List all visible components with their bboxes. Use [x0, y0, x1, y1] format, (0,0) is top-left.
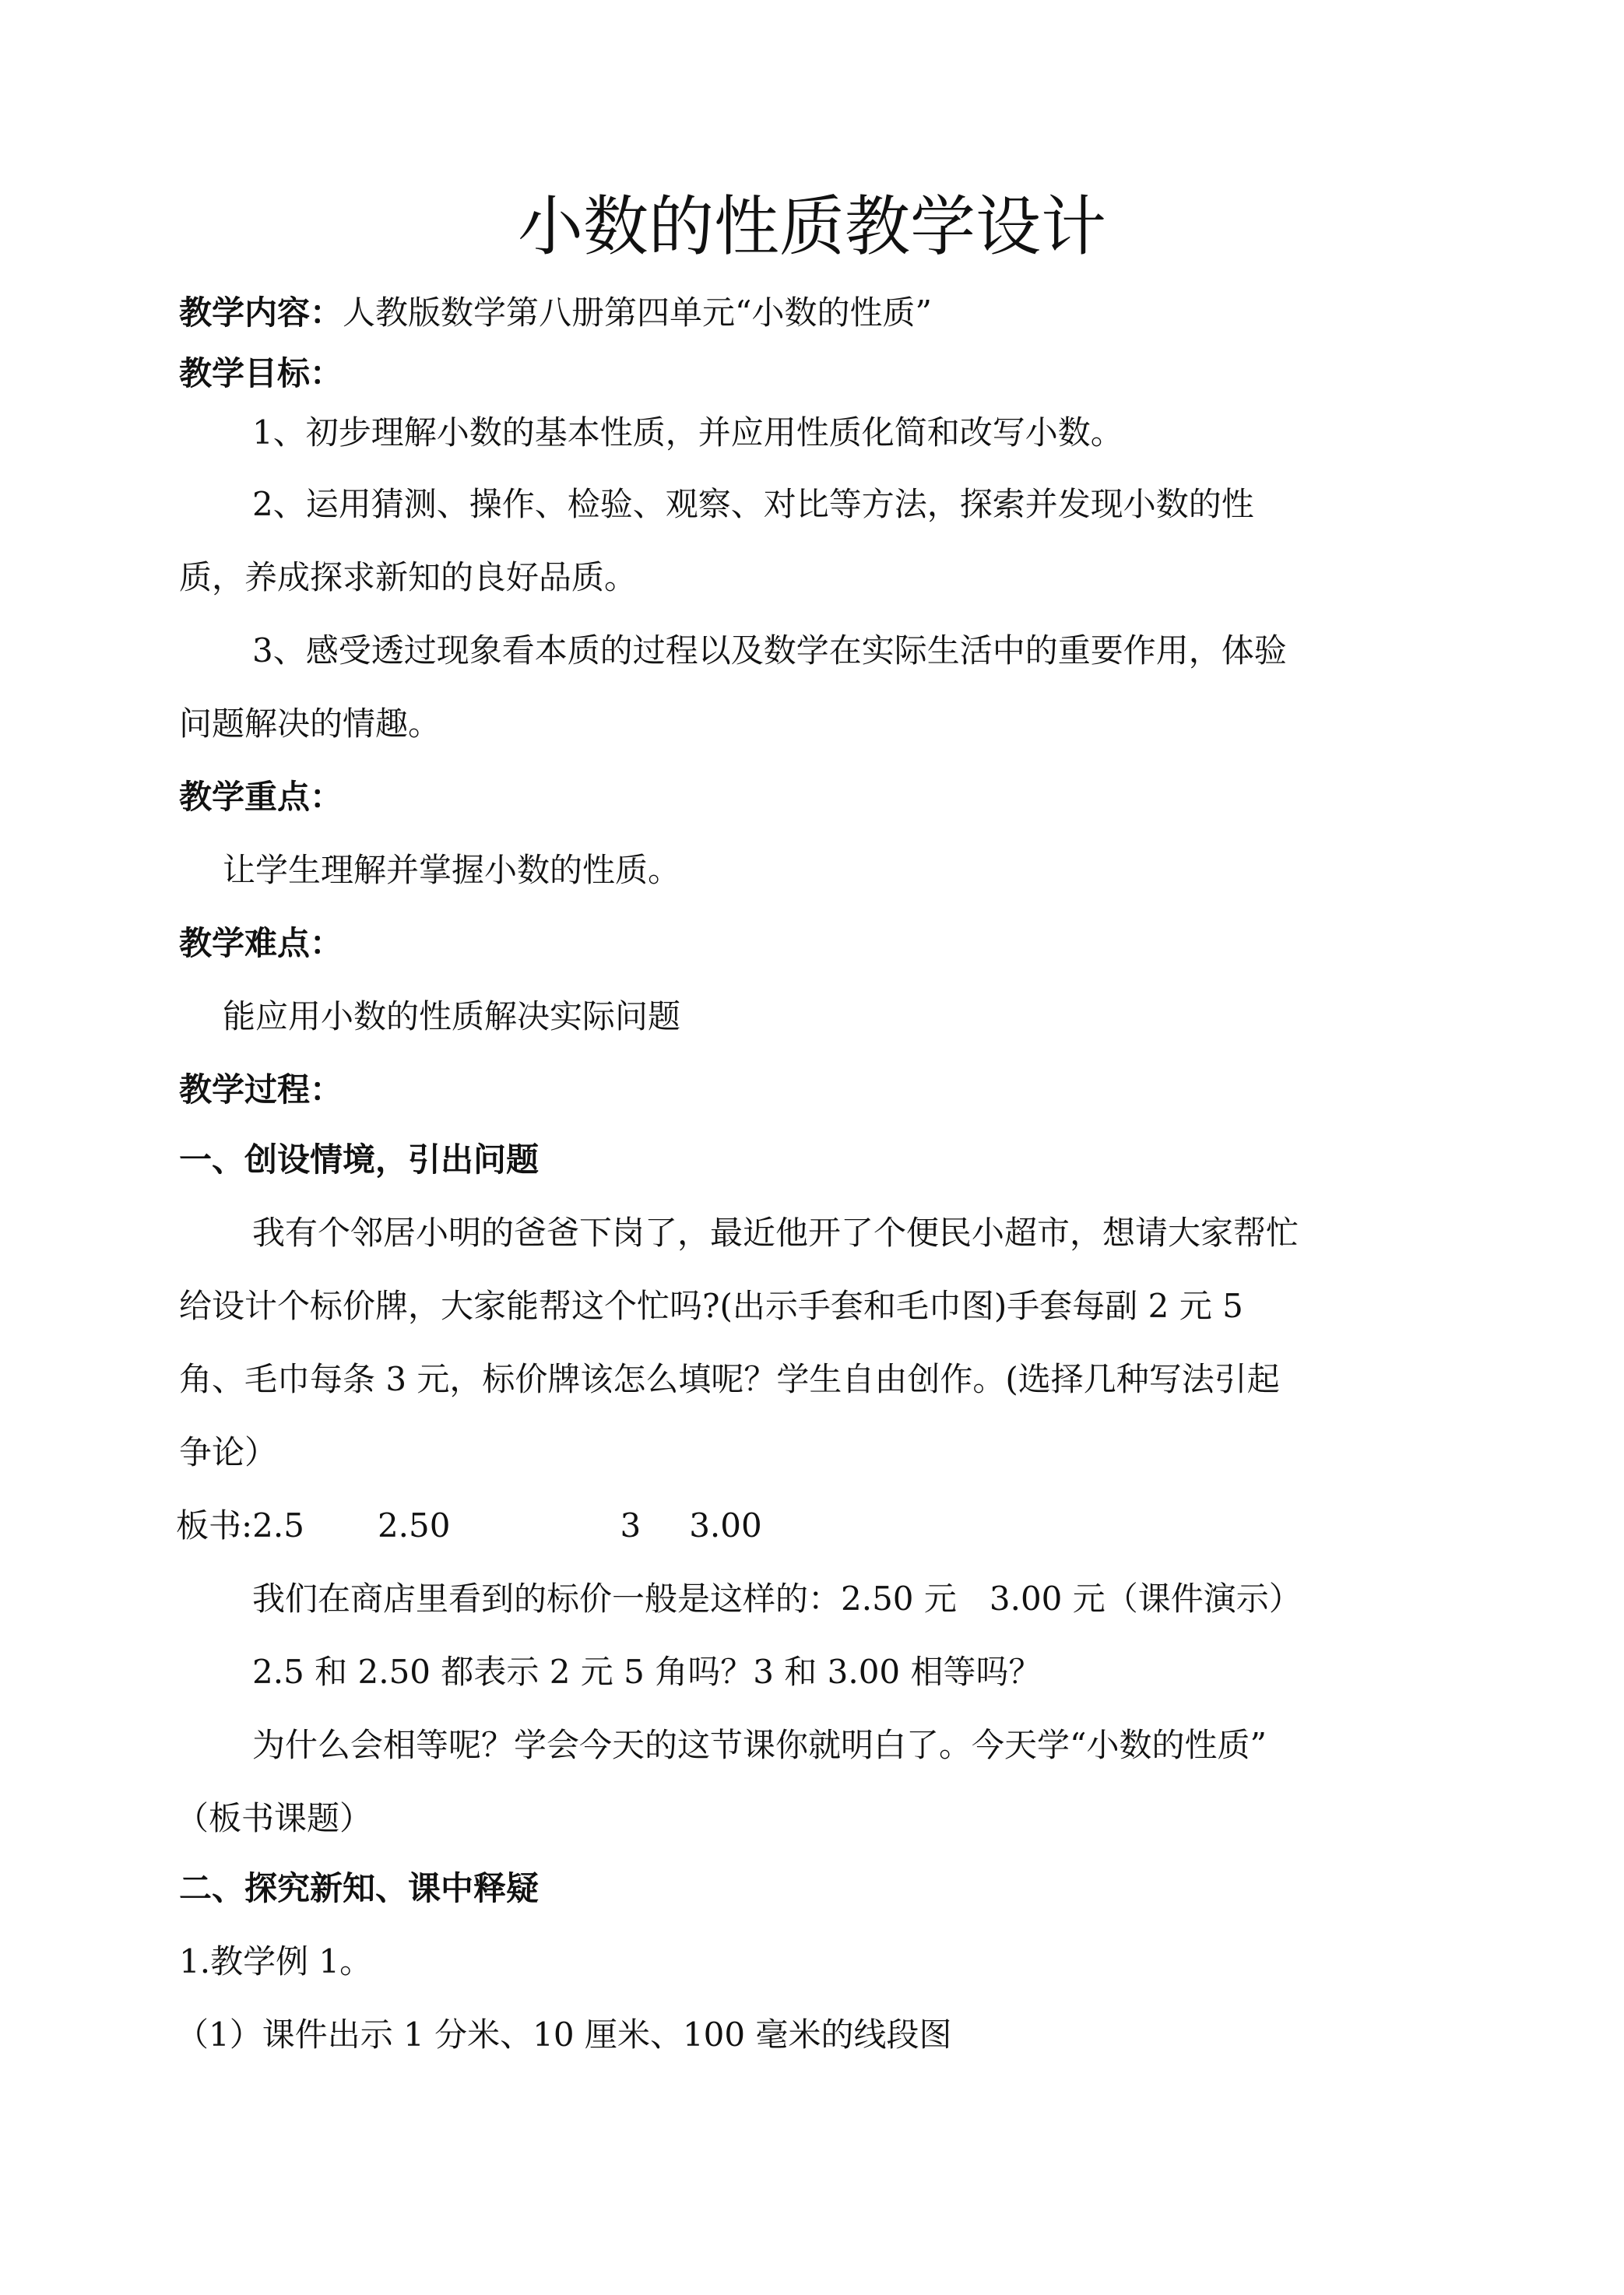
goal-3-line-1: 3、感受透过现象看本质的过程以及数学在实际生活中的重要作用，体验	[252, 631, 1287, 670]
section-2-heading: 二、探究新知、课中释疑	[179, 1869, 540, 1907]
section-1-paragraph-1-line-4: 争论）	[179, 1433, 278, 1471]
goals-heading: 教学目标：	[179, 354, 343, 392]
section-1-paragraph-2: 我们在商店里看到的标价一般是这样的：2.50 元 3.00 元（课件演示）	[252, 1580, 1302, 1618]
section-1-heading: 一、创设情境，引出问题	[179, 1140, 540, 1179]
section-1-paragraph-1-line-2: 给设计个标价牌，大家能帮这个忙吗?(出示手套和毛巾图)手套每副 2 元 5	[179, 1287, 1243, 1325]
section-1-paragraph-1-line-3: 角、毛巾每条 3 元，标价牌该怎么填呢？学生自由创作。(选择几种写法引起	[179, 1360, 1280, 1398]
key-point-heading: 教学重点：	[179, 778, 343, 816]
example-label: 1.教学例 1。	[179, 1942, 373, 1980]
difficulty-heading: 教学难点：	[179, 924, 343, 962]
example-item-1: （1）课件出示 1 分米、10 厘米、100 毫米的线段图	[176, 2016, 952, 2054]
document-title: 小数的性质教学设计	[517, 188, 1106, 265]
section-1-paragraph-1-line-1: 我有个邻居小明的爸爸下岗了，最近他开了个便民小超市，想请大家帮忙	[252, 1214, 1299, 1252]
board-label: 板书:2.5	[176, 1506, 304, 1545]
section-1-paragraph-4-line-1: 为什么会相等呢？学会今天的这节课你就明白了。今天学“小数的性质”	[252, 1726, 1267, 1764]
board-writing-line	[176, 1502, 762, 1549]
board-value-2: 2.50	[377, 1506, 451, 1545]
difficulty-text: 能应用小数的性质解决实际问题	[223, 997, 681, 1035]
goal-2-line-1: 2、运用猜测、操作、检验、观察、对比等方法，探索并发现小数的性	[252, 485, 1254, 523]
board-value-3: 3	[620, 1506, 642, 1545]
goal-2-line-2: 质，养成探求新知的良好品质。	[179, 558, 638, 596]
content-line	[179, 290, 932, 336]
goal-3-line-2: 问题解决的情趣。	[179, 705, 441, 743]
section-1-paragraph-3: 2.5 和 2.50 都表示 2 元 5 角吗？3 和 3.00 相等吗？	[252, 1653, 1042, 1691]
content-text: 人教版数学第八册第四单元“小数的性质”	[343, 293, 932, 332]
board-value-4: 3.00	[689, 1506, 762, 1545]
goal-1: 1、初步理解小数的基本性质，并应用性质化简和改写小数。	[252, 413, 1123, 452]
key-point-text: 让学生理解并掌握小数的性质。	[223, 851, 681, 889]
process-heading: 教学过程：	[179, 1070, 343, 1109]
section-1-paragraph-4-line-2: （板书课题）	[176, 1799, 373, 1837]
content-label: 教学内容：	[179, 293, 343, 332]
